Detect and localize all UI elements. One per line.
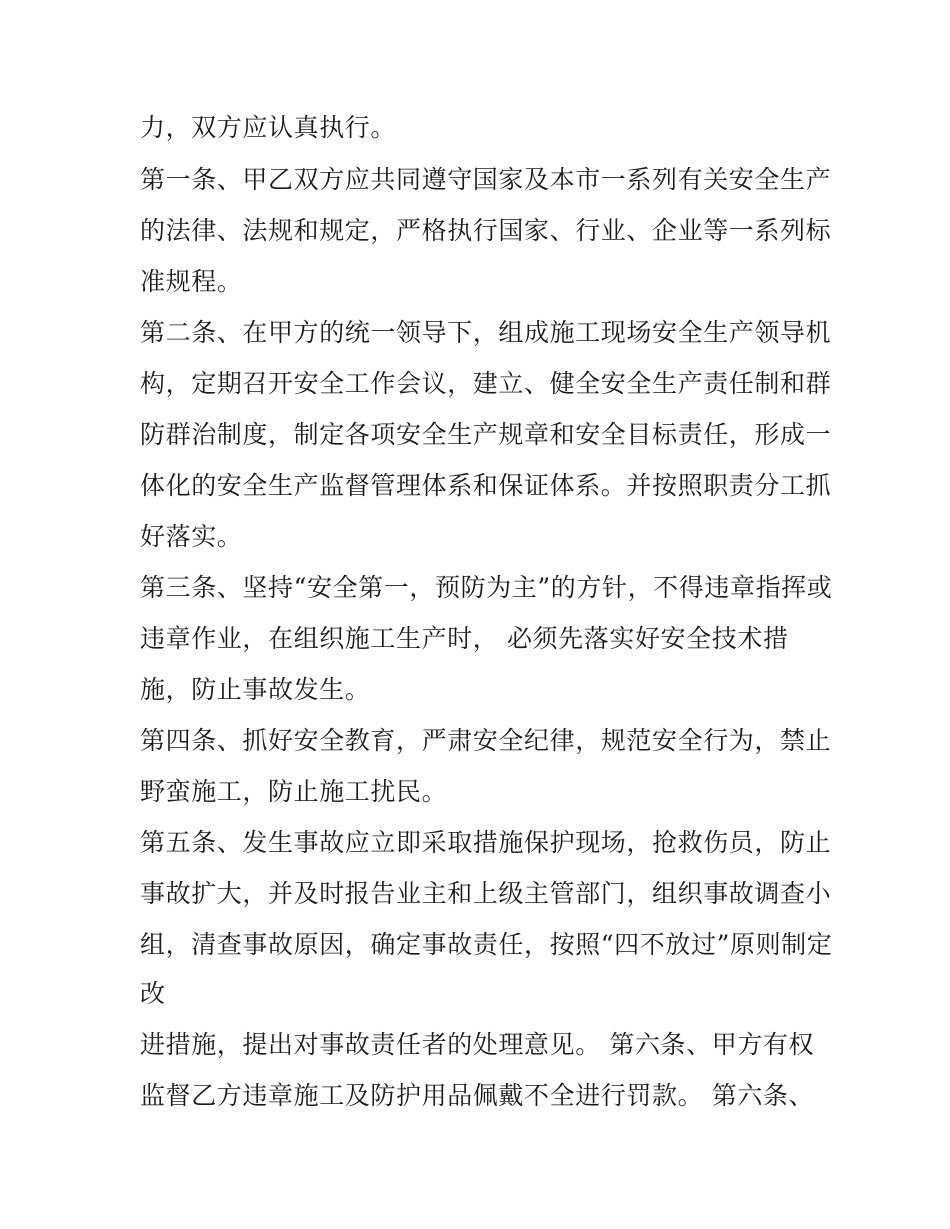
text-line: 第二条、在甲方的统一领导下，组成施工现场安全生产领导机 [140,318,832,347]
text-line: 第五条、发生事故应立即采取措施保护现场，抢救伤员，防止 [140,828,832,857]
text-line: 体化的安全生产监督管理体系和保证体系。并按照职责分工抓 [140,471,832,500]
text-line: 力，双方应认真执行。 [140,113,397,142]
text-line: 准规程。 [140,267,243,296]
text-line: 进措施，提出对事故责任者的处理意见。 第六条、甲方有权 [140,1030,815,1059]
text-line: 构，定期召开安全工作会议，建立、健全安全生产责任制和群 [140,369,832,398]
text-line: 防群治制度，制定各项安全生产规章和安全目标责任，形成一 [140,420,832,449]
text-line: 好落实。 [140,522,243,551]
text-line: 组，清查事故原因，确定事故责任，按照“四不放过”原则制定 [140,930,833,959]
text-line: 监督乙方违章施工及防护用品佩戴不全进行罚款。 第六条、 [140,1081,815,1110]
text-line: 第一条、甲乙双方应共同遵守国家及本市一系列有关安全生产 [140,165,832,194]
text-line: 第四条、抓好安全教育，严肃安全纪律，规范安全行为，禁止 [140,726,832,755]
text-line: 野蛮施工，防止施工扰民。 [140,777,448,806]
text-line: 改 [140,979,166,1008]
text-line: 违章作业，在组织施工生产时， 必须先落实好安全技术措 [140,624,789,653]
text-line: 的法律、法规和规定，严格执行国家、行业、企业等一系列标 [140,216,832,245]
text-line: 施，防止事故发生。 [140,675,371,704]
text-line: 事故扩大，并及时报告业主和上级主管部门，组织事故调查小 [140,879,832,908]
text-line: 第三条、坚持“安全第一，预防为主”的方针，不得违章指挥或 [140,573,833,602]
